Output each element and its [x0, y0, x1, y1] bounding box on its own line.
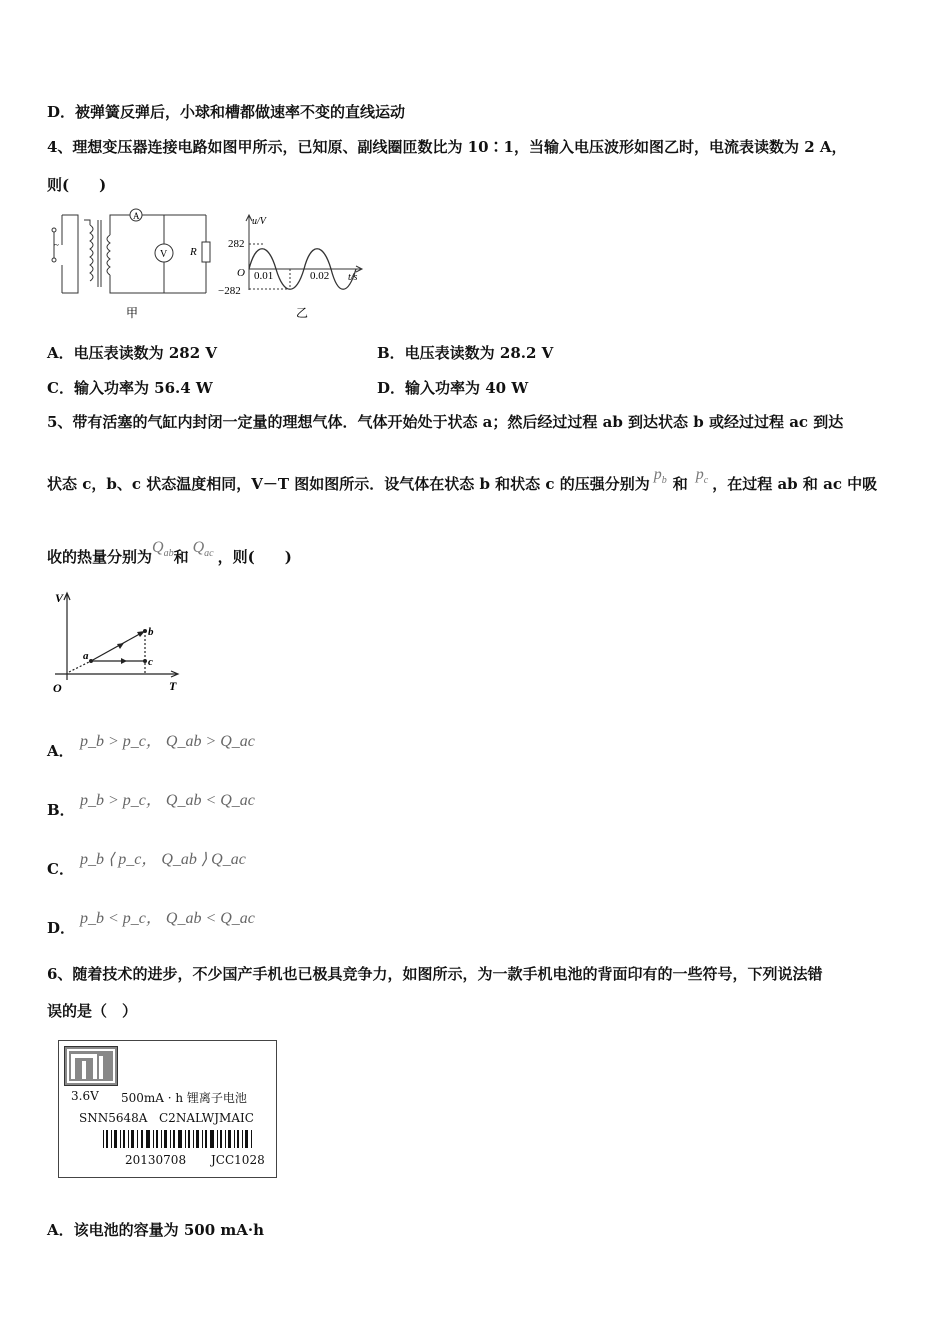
q4-option-a: A．电压表读数为 282 V	[47, 344, 218, 362]
voltmeter-label: V	[160, 249, 168, 260]
q4-stem-line1: 4、理想变压器连接电路如图甲所示，已知原、副线圈匝数比为 10∶1，当输入电压波形如图乙时，电流表读数为 2 A，	[47, 138, 847, 156]
mi-logo-icon	[64, 1046, 118, 1086]
q5-option-a-math: p_b > p_c， Q_ab > Q_ac	[80, 733, 255, 750]
barcode-icon	[103, 1130, 253, 1148]
q6-line2: 误的是（ ）	[47, 1002, 138, 1020]
circuit-diagram	[40, 205, 220, 323]
vt-graph	[45, 588, 190, 698]
q5-option-d-letter: D．	[47, 919, 76, 937]
wave-y-axis-label: u/V	[252, 216, 266, 227]
wave-x-axis-label: t/s	[348, 272, 358, 283]
q5-line3: 收的热量分别为$Q_{ab}$和$Q_{ac}$ ，则( )	[47, 539, 292, 566]
q4-option-c: C．输入功率为 56.4 W	[47, 379, 213, 397]
arrow-ac-icon	[121, 658, 127, 664]
graph-c-label: c	[148, 656, 153, 668]
graph-t-label: T	[169, 679, 177, 693]
graph-a-label: a	[83, 650, 89, 662]
q5-option-d-math: p_b < p_c， Q_ab < Q_ac	[80, 910, 255, 927]
q3-option-d: D．被弹簧反弹后，小球和槽都做速率不变的直线运动	[47, 103, 406, 121]
q6-line1: 6、随着技术的进步，不少国产手机也已极具竞争力，如图所示，为一款手机电池的背面印有的一些符号，下列说法错	[47, 965, 823, 983]
q5-option-c-math: p_b ⟨ p_c， Q_ab ⟩ Q_ac	[80, 851, 246, 868]
q5-line1: 5、带有活塞的气缸内封闭一定量的理想气体．气体开始处于状态 a；然后经过过程 ab 到达状态 b 或经过过程 ac 到达	[47, 413, 844, 431]
q5-option-b-letter: B．	[47, 801, 75, 819]
q4-option-d: D．输入功率为 40 W	[377, 379, 529, 397]
wave-origin: O	[237, 267, 245, 279]
wave-pos-tick: 282	[228, 238, 245, 250]
wave-t1-tick: 0.01	[254, 270, 274, 282]
voltage-waveform	[218, 210, 378, 325]
wave-t2-tick: 0.02	[310, 270, 330, 282]
battery-label	[58, 1040, 277, 1178]
battery-code1: SNN5648A	[79, 1111, 148, 1125]
q5-option-c-letter: C．	[47, 860, 74, 878]
graph-v-label: V	[55, 591, 64, 605]
q5-option-a-letter: A．	[47, 742, 74, 760]
wave-neg-tick: −282	[218, 285, 241, 297]
ac-source-icon: ~	[54, 240, 59, 250]
graph-b-label: b	[148, 626, 154, 638]
battery-code3: JCC1028	[211, 1153, 265, 1167]
battery-capacity: 500mA · h 锂离子电池	[121, 1091, 247, 1105]
battery-date: 20130708	[125, 1153, 187, 1167]
graph-origin-label: O	[53, 681, 62, 695]
fig-left-label: 甲	[126, 306, 139, 320]
q5-line2: 状态 c，b、c 状态温度相同，V－T 图如图所示．设气体在状态 b 和状态 c 的压强分别为$p_b$ 和$p_c$ ，在过程 ab 和 ac 中吸	[47, 466, 878, 493]
q4-option-b: B．电压表读数为 28.2 V	[377, 344, 554, 362]
ammeter-label: A	[133, 211, 140, 221]
q6-option-a: A．该电池的容量为 500 mA·h	[47, 1221, 265, 1239]
fig-right-label: 乙	[296, 306, 309, 320]
battery-code2: C2NALWJMAIC	[159, 1111, 254, 1125]
q5-option-b-math: p_b > p_c， Q_ab < Q_ac	[80, 792, 255, 809]
resistor-label: R	[190, 246, 197, 258]
q4-stem-line2: 则( )	[47, 176, 107, 194]
battery-voltage: 3.6V	[71, 1089, 99, 1103]
